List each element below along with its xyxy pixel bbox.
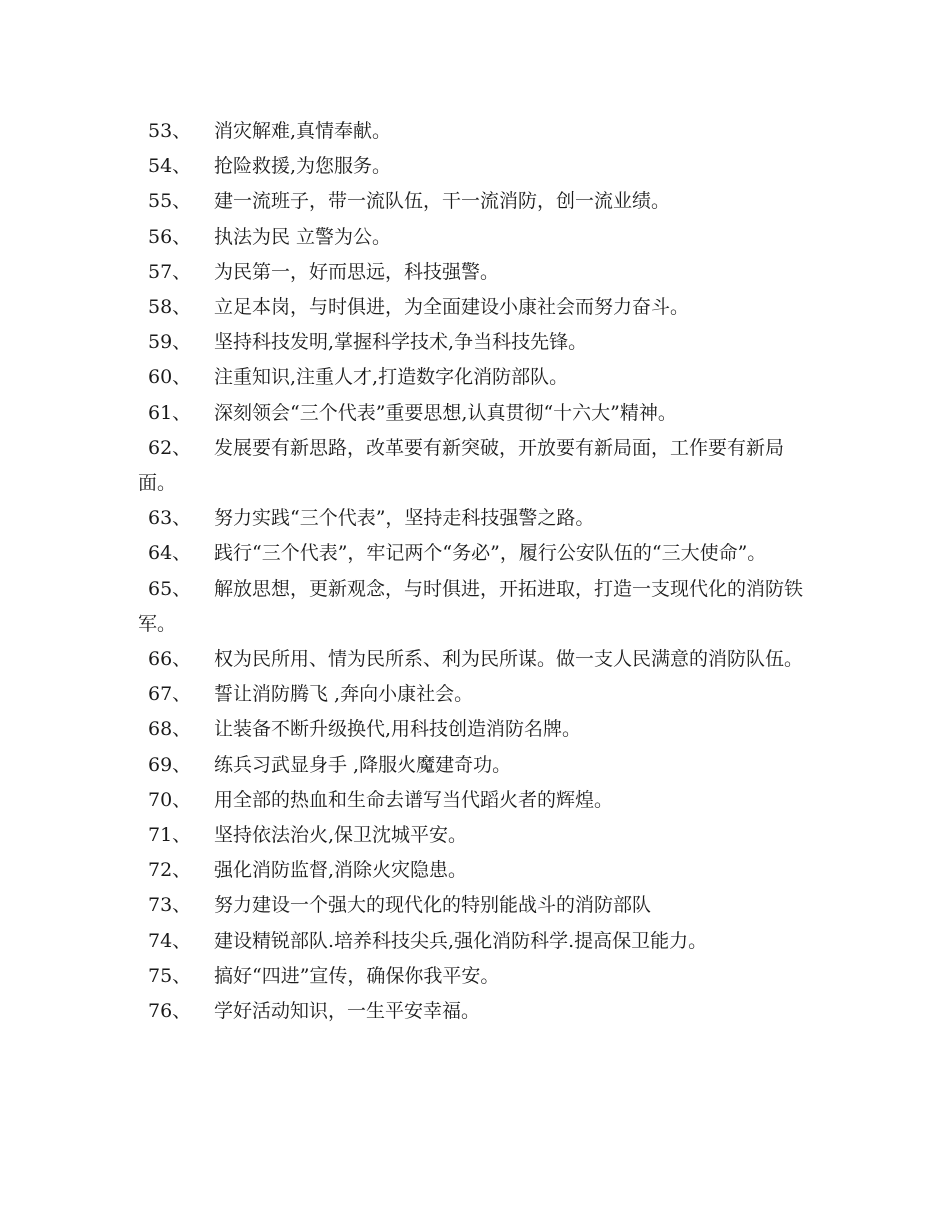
list-item: [138, 783, 814, 818]
list-item: [138, 325, 814, 360]
item-number: 70、: [148, 788, 192, 811]
item-number: 76、: [148, 1000, 192, 1023]
item-text: 建一流班子，带一流队伍，干一流消防，创一流业绩。: [214, 190, 671, 213]
list-item: [138, 748, 814, 783]
item-text: 建设精锐部队.培养科技尖兵,强化消防科学.提高保卫能力。: [214, 929, 708, 952]
list-item: [138, 114, 814, 149]
item-text: 努力实践“三个代表”，坚持走科技强警之路。: [214, 507, 595, 530]
item-text: 权为民所用、情为民所系、利为民所谋。做一支人民满意的消防队伍。: [214, 648, 804, 671]
slogan-list: [138, 114, 814, 1029]
item-number: 60、: [148, 366, 192, 389]
list-item: [138, 888, 814, 923]
list-item: [138, 642, 814, 677]
item-text: 坚持依法治火,保卫沈城平安。: [214, 824, 468, 847]
item-number: 63、: [148, 507, 192, 530]
list-item: [138, 149, 814, 184]
item-number: 53、: [148, 120, 192, 142]
item-text: 搞好“四进”宣传，确保你我平安。: [214, 964, 500, 987]
item-text: 练兵习武显身手 ,降服火魔建奇功。: [214, 753, 512, 776]
item-text: 执法为民 立警为公。: [214, 225, 392, 248]
item-number: 55、: [148, 190, 192, 213]
list-item: [138, 501, 814, 536]
list-item: [138, 818, 814, 853]
item-text: 发展要有新思路，改革要有新突破，开放要有新局面，工作要有新局面。: [138, 436, 785, 495]
list-item: [138, 431, 814, 501]
item-number: 58、: [148, 296, 192, 319]
item-number: 54、: [148, 155, 192, 178]
list-item: [138, 924, 814, 959]
item-number: 71、: [148, 824, 192, 847]
item-number: 61、: [148, 401, 192, 424]
item-number: 67、: [148, 683, 192, 706]
item-number: 72、: [148, 859, 192, 882]
item-number: 68、: [148, 718, 192, 741]
list-item: [138, 677, 814, 712]
item-text: 解放思想，更新观念，与时俱进，开拓进取，打造一支现代化的消防铁军。: [138, 577, 804, 635]
list-item: [138, 572, 814, 642]
list-item: [138, 959, 814, 994]
list-item: [138, 255, 814, 290]
item-text: 抢险救援,为您服务。: [214, 155, 392, 178]
list-item: [138, 853, 814, 888]
list-item: [138, 184, 814, 219]
item-number: 74、: [148, 929, 192, 952]
item-number: 59、: [148, 331, 192, 354]
item-text: 誓让消防腾飞 ,奔向小康社会。: [214, 683, 474, 706]
item-text: 为民第一，好而思远，科技强警。: [214, 260, 500, 283]
item-number: 64、: [148, 542, 192, 565]
item-text: 立足本岗，与时俱进，为全面建设小康社会而努力奋斗。: [214, 296, 690, 319]
item-text: 用全部的热血和生命去谱写当代蹈火者的辉煌。: [214, 788, 614, 811]
item-text: 让装备不断升级换代,用科技创造消防名牌。: [214, 718, 582, 741]
item-number: 56、: [148, 225, 192, 248]
list-item: [138, 396, 814, 431]
list-item: [138, 290, 814, 325]
item-number: 57、: [148, 260, 192, 283]
item-number: 62、: [148, 436, 192, 459]
list-item: [138, 220, 814, 255]
item-number: 66、: [148, 648, 192, 671]
item-text: 努力建设一个强大的现代化的特别能战斗的消防部队: [214, 894, 652, 917]
item-text: 践行“三个代表”，牢记两个“务必”，履行公安队伍的“三大使命”。: [214, 542, 767, 565]
item-text: 消灾解难,真情奉献。: [214, 120, 392, 142]
item-number: 65、: [148, 577, 192, 600]
item-text: 坚持科技发明,掌握科学技术,争当科技先锋。: [214, 331, 588, 354]
item-text: 注重知识,注重人才,打造数字化消防部队。: [214, 366, 569, 389]
list-item: [138, 360, 814, 395]
list-item: [138, 994, 814, 1029]
item-number: 75、: [148, 964, 192, 987]
item-text: 学好活动知识，一生平安幸福。: [214, 1000, 481, 1023]
item-number: 69、: [148, 753, 192, 776]
item-number: 73、: [148, 894, 192, 917]
list-item: [138, 536, 814, 571]
item-text: 强化消防监督,消除火灾隐患。: [214, 859, 468, 882]
list-item: [138, 712, 814, 747]
item-text: 深刻领会“三个代表”重要思想,认真贯彻“十六大”精神。: [214, 401, 677, 424]
